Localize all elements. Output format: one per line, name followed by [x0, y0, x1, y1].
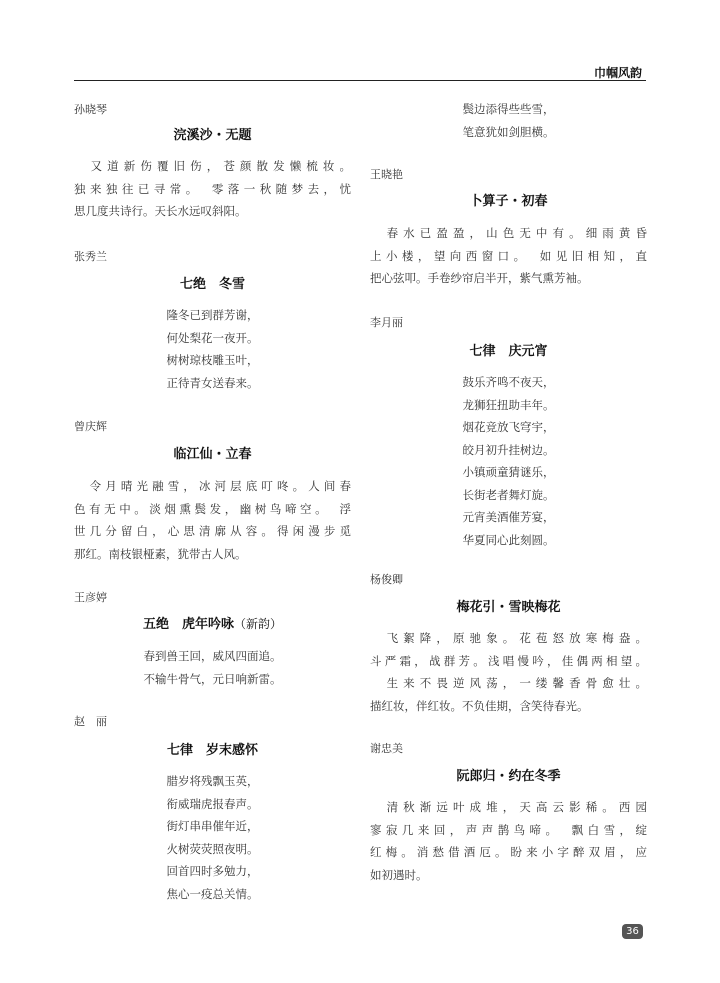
- poem-line: 如初遇时。: [370, 867, 428, 882]
- poem-body: [74, 770, 351, 905]
- poem-line: 春到兽王回，威风四面追。: [143, 649, 282, 663]
- poem-author: 王晓艳: [370, 168, 403, 181]
- poem-line: 令月晴光融雪，冰河层底叮咚。人间春: [74, 479, 351, 493]
- poem-line: 元宵美酒催芳宴，: [462, 510, 555, 524]
- poem-line: 清秋渐远叶成堆，天高云影稀。西园: [370, 800, 647, 814]
- poem-line: 又道新伤覆旧伤，苍颜散发懒梳妆。: [74, 159, 351, 173]
- poem-author: 孙晓琴: [74, 103, 107, 116]
- poem-line: 衔威瑞虎报春声。: [166, 796, 259, 811]
- poem-title-note: （新韵）: [234, 617, 283, 631]
- poem-line: 飞絮降，原驰象。花苞怒放寒梅盎。: [370, 631, 647, 645]
- poem-line: 回首四时多勉力，: [166, 864, 259, 878]
- poem-title: 七律 岁末感怀: [166, 743, 258, 758]
- poem-line: 上小楼，望向西窗口。 如见旧相知，直: [370, 248, 647, 263]
- poem-continuation: [370, 98, 647, 143]
- poem-line: 独来独往已寻常。 零落一秋随梦去，忧: [74, 181, 351, 196]
- poem-line: 小镇顽童猜谜乐，: [462, 465, 555, 479]
- poem-line: 腊岁将残飘玉英，: [166, 774, 259, 788]
- poem-author: 李月丽: [370, 316, 403, 329]
- poem-title: 临江仙・立春: [173, 447, 252, 462]
- poem-line: 龙狮狂扭助丰年。: [462, 397, 555, 412]
- poem-line: 鼓乐齐鸣不夜天，: [462, 375, 555, 389]
- poem-line: 春水已盈盈，山色无中有。细雨黄昏: [370, 226, 647, 240]
- poem-line: 华夏同心此刻圆。: [462, 532, 555, 547]
- poem-line: 树树琼枝雕玉叶，: [166, 353, 259, 367]
- poem-line: 鬓边添得些些雪，: [462, 102, 555, 116]
- poem-line: 生来不畏逆风荡，一缕馨香骨愈壮。: [370, 676, 647, 690]
- poem-line: 何处梨花一夜开。: [166, 330, 259, 345]
- poem-line: 长街老者舞灯旋。: [462, 487, 555, 502]
- poem-line: 笔意犹如剑胆横。: [462, 124, 555, 139]
- page-number-badge: 36: [622, 924, 643, 939]
- poem-body: [370, 796, 647, 886]
- poem-body: [74, 155, 351, 223]
- poem-line: 正待青女送春来。: [166, 375, 259, 390]
- poem-body: [74, 645, 351, 690]
- poem-line: 火树荧荧照夜明。: [166, 841, 259, 856]
- poem-line: 思几度共诗行。天长水远叹斜阳。: [74, 204, 247, 218]
- poem-line: 把心弦叩。手卷纱帘启半开，紫气熏芳袖。: [370, 271, 589, 285]
- poem-body: [74, 475, 351, 565]
- poem-author: 张秀兰: [74, 250, 107, 263]
- poem-line: 皎月初升挂树边。: [462, 442, 555, 457]
- poem-line: 红梅。消愁借酒厄。盼来小字醉双眉，应: [370, 845, 647, 859]
- poem-author: 王彦婷: [74, 591, 107, 604]
- poem-body: [74, 304, 351, 394]
- poem-body: [370, 222, 647, 290]
- poem-line: 寥寂几来回，声声鹊鸟啼。 飘白雪，绽: [370, 822, 647, 837]
- poem-author: 谢忠美: [370, 742, 403, 755]
- poem-line: 斗严霜，战群芳。浅唱慢吟，佳偶两相望。: [370, 653, 647, 668]
- poem-line: 那红。南枝银桠素，犹带古人风。: [74, 546, 247, 561]
- poem-body: [370, 627, 647, 717]
- poem-author: 曾庆辉: [74, 420, 107, 433]
- poem-line: 不输牛骨气，元日响新雷。: [143, 671, 282, 686]
- poem-title: 浣溪沙・无题: [173, 128, 252, 143]
- poem-title: 七绝 冬雪: [179, 277, 245, 292]
- header-rule: [74, 80, 646, 81]
- poem-author: 杨俊卿: [370, 573, 403, 586]
- poem-line: 烟花竞放飞穹宇，: [462, 420, 555, 434]
- poem-title: 七律 庆元宵: [469, 344, 548, 359]
- poem-line: 世几分留白，心思清廓从容。得闲漫步觅: [74, 524, 351, 538]
- poem-title: [74, 613, 351, 632]
- poem-line: 色有无中。淡烟熏鬓发，幽树鸟啼空。 浮: [74, 501, 351, 516]
- poem-line: 街灯串串催年近，: [166, 819, 259, 833]
- poem-line: 隆冬已到群芳谢，: [166, 308, 259, 322]
- poem-line: 描红妆，伴红妆。不负佳期，含笑待春光。: [370, 698, 589, 713]
- poem-title-main: 五绝 虎年吟咏: [142, 617, 234, 632]
- poem-body: [370, 371, 647, 551]
- poem-title: 梅花引・雪映梅花: [456, 600, 561, 615]
- poem-author: 赵 丽: [74, 715, 107, 728]
- poem-title: 卜算子・初春: [469, 194, 548, 209]
- poem-title: 阮郎归・约在冬季: [456, 769, 561, 784]
- poem-line: 焦心一疫总关情。: [166, 886, 259, 901]
- section-label: 巾帼风韵: [593, 66, 642, 80]
